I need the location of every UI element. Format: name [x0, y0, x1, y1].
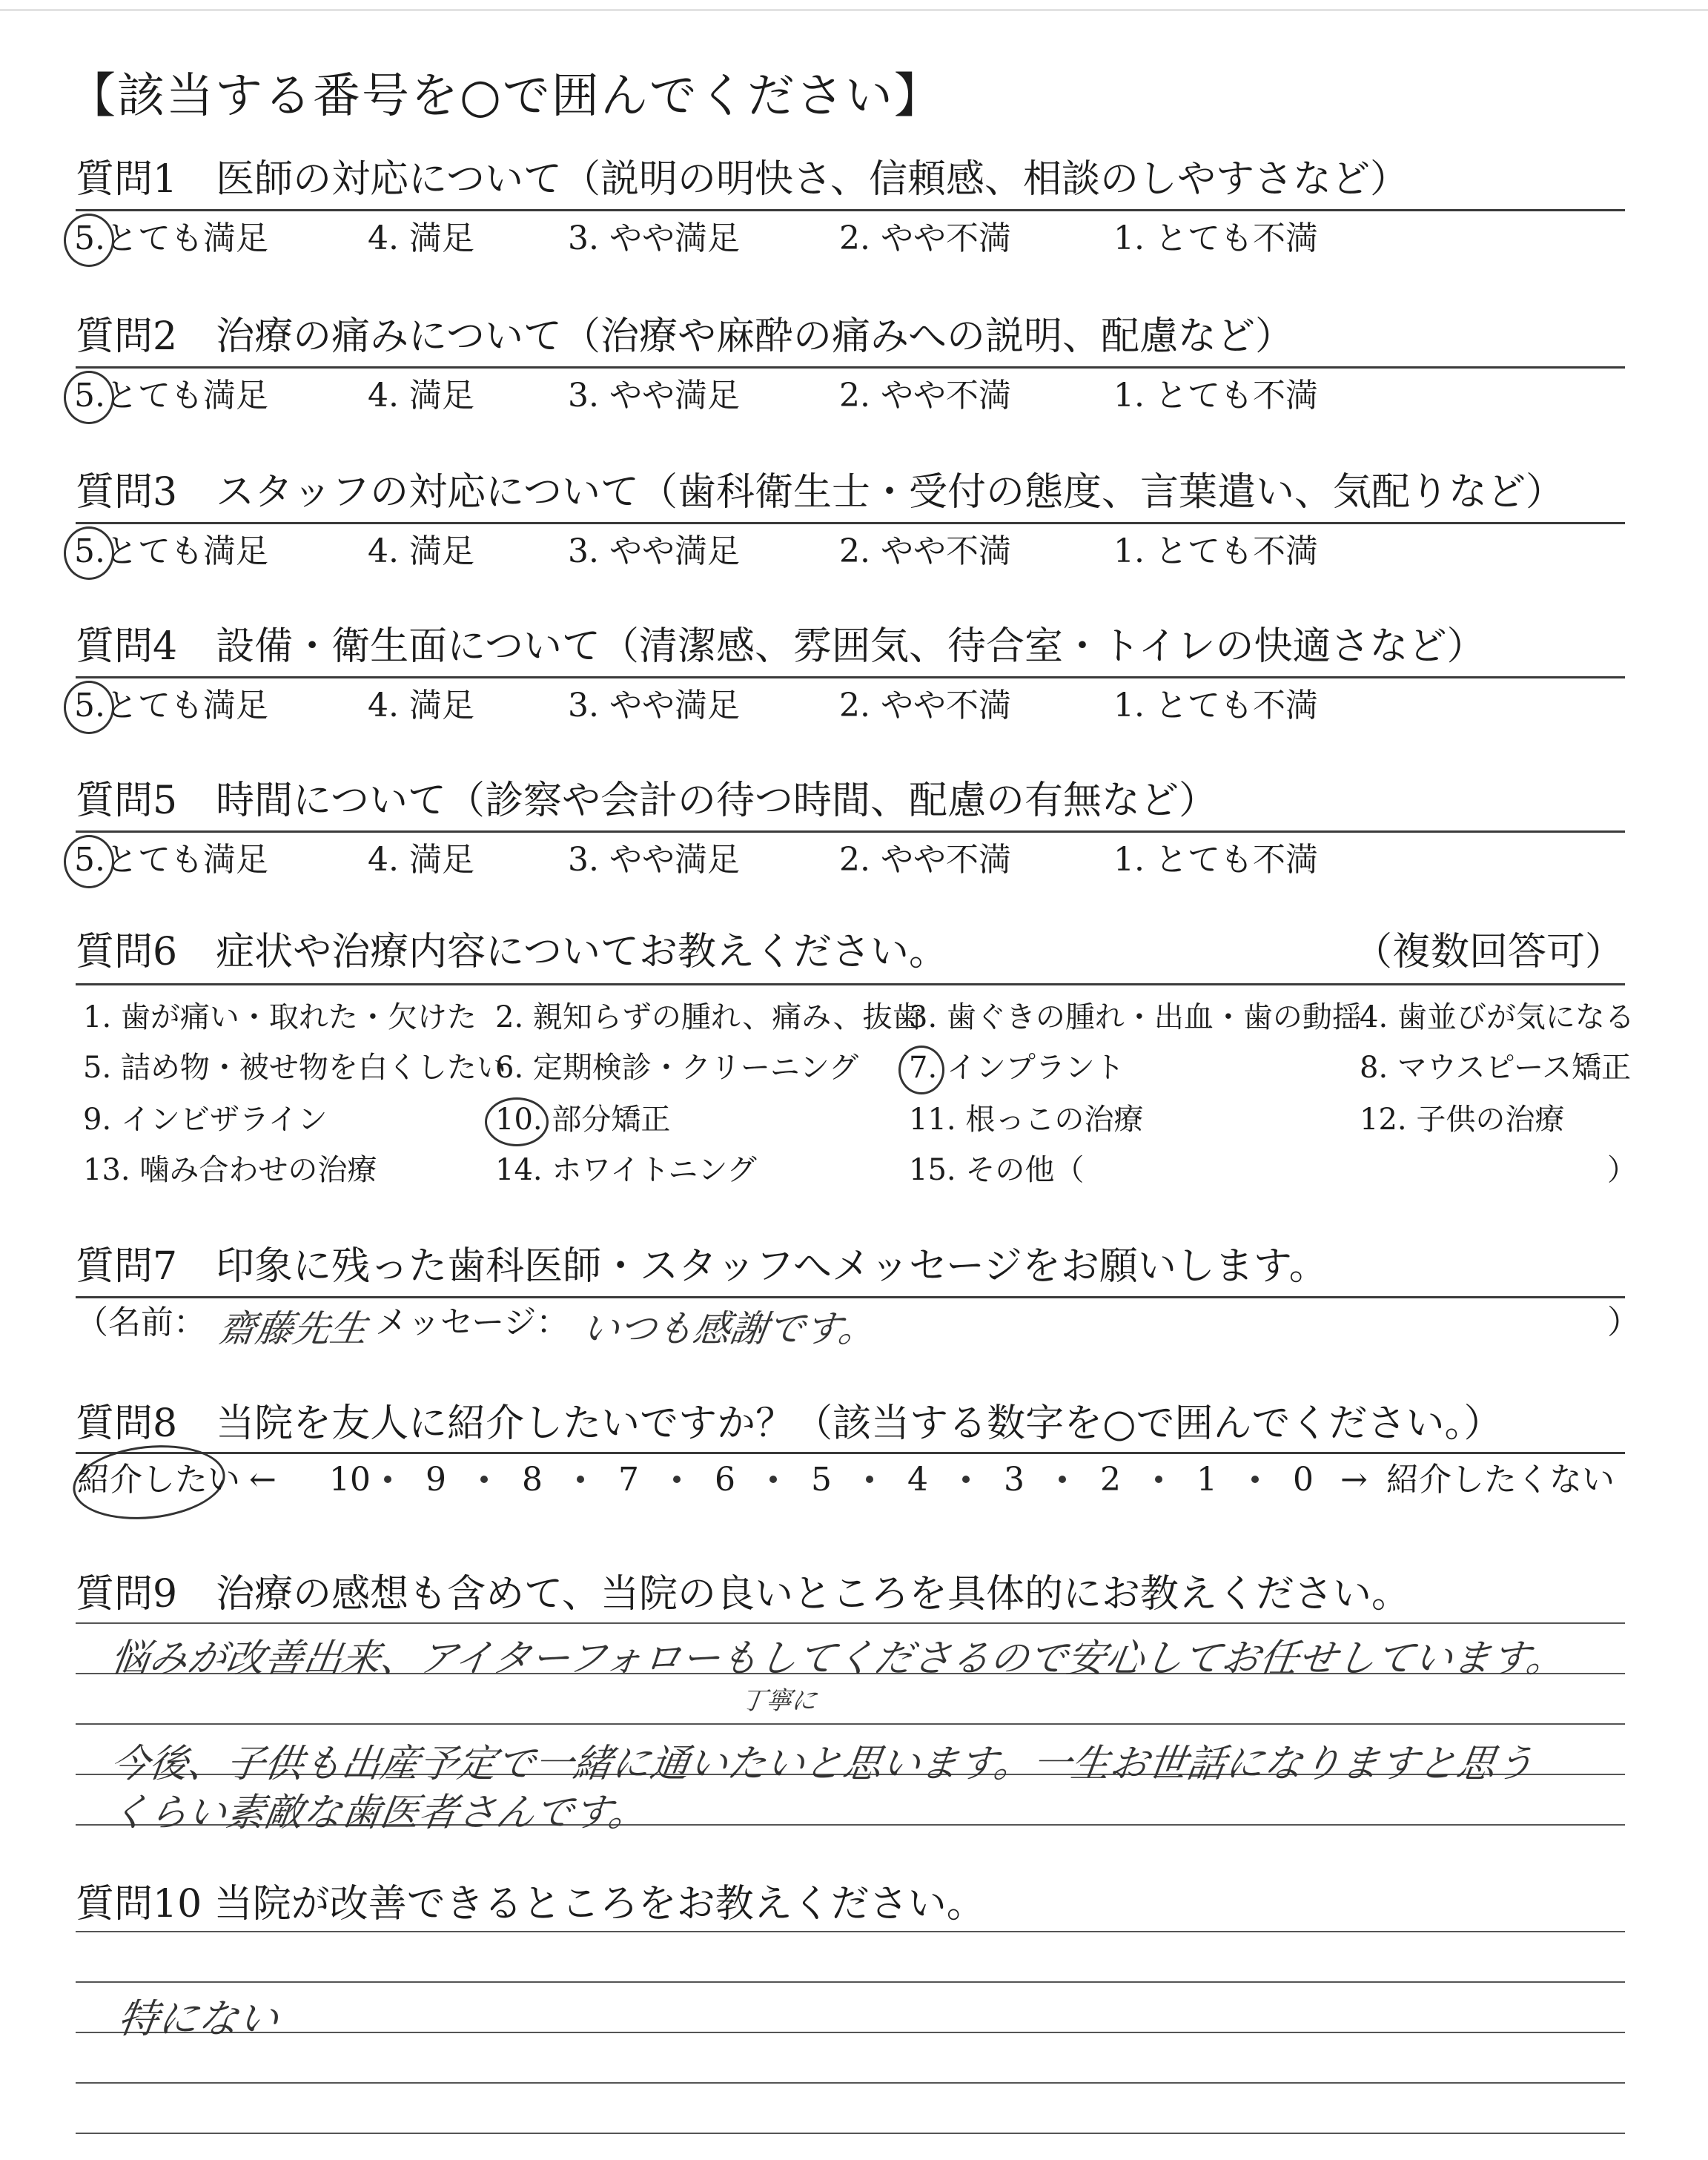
q1-selection-circle	[64, 214, 114, 267]
q6-option-7[interactable]: 7. インプラント	[909, 1051, 1125, 1085]
q8-scale-1[interactable]: 1	[1196, 1461, 1217, 1499]
q2-option-3[interactable]: 3. やや満足	[568, 377, 740, 415]
q8-scale-9[interactable]: 9	[426, 1461, 446, 1499]
q2-option-4[interactable]: 4. 満足	[368, 377, 474, 415]
q3-rule	[76, 522, 1625, 524]
q6-title: 質問6 症状や治療内容についてお教えください。	[76, 930, 948, 974]
q8-scale-2[interactable]: 2	[1100, 1461, 1121, 1499]
q4-selection-circle	[64, 681, 114, 734]
q8-left-label[interactable]: 紹介したい	[77, 1461, 240, 1499]
q1-title: 質問1 医師の対応について（説明の明快さ、信頼感、相談のしやすさなど）	[76, 157, 1409, 202]
q6-option-2[interactable]: 2. 親知らずの腫れ、痛み、抜歯	[495, 1000, 922, 1034]
q8-title: 質問8 当院を友人に紹介したいですか？（該当する数字を○で囲んでください。）	[76, 1401, 1503, 1446]
q4-title: 質問4 設備・衛生面について（清潔感、雰囲気、待合室・トイレの快適さなど）	[76, 624, 1486, 669]
q7-close-paren: ）	[1607, 1304, 1640, 1341]
q10-line-1	[76, 1931, 1625, 1932]
q10-line-4	[76, 2082, 1625, 2084]
q2-option-1[interactable]: 1. とても不満	[1113, 377, 1318, 415]
q1-option-3[interactable]: 3. やや満足	[568, 219, 740, 257]
q6-note: （複数回答可）	[1354, 930, 1624, 974]
q4-option-5[interactable]: 5.とても満足	[74, 687, 268, 724]
q8-scale-8[interactable]: 8	[522, 1461, 543, 1499]
q6-selection-circle-10	[485, 1097, 549, 1146]
q4-rule	[76, 676, 1625, 678]
q6-other-close: ）	[1607, 1153, 1637, 1187]
q5-option-4[interactable]: 4. 満足	[368, 841, 474, 879]
q8-scale-separator	[1251, 1476, 1259, 1483]
q6-rule	[76, 983, 1625, 985]
q3-selection-circle	[64, 526, 114, 580]
q3-title: 質問3 スタッフの対応について（歯科衛生士・受付の態度、言葉遣い、気配りなど）	[76, 470, 1565, 515]
q2-option-2[interactable]: 2. やや不満	[839, 377, 1011, 415]
q6-option-3[interactable]: 3. 歯ぐきの腫れ・出血・歯の動揺	[909, 1000, 1362, 1034]
q6-option-5[interactable]: 5. 詰め物・被せ物を白くしたい	[83, 1051, 506, 1085]
q6-option-12[interactable]: 12. 子供の治療	[1360, 1103, 1565, 1137]
q6-option-10[interactable]: 10. 部分矯正	[495, 1103, 671, 1137]
q9-line-1	[76, 1622, 1625, 1624]
q4-option-3[interactable]: 3. やや満足	[568, 687, 740, 724]
q8-scale-separator	[673, 1476, 681, 1483]
q1-option-4[interactable]: 4. 満足	[368, 219, 474, 257]
q8-right-label[interactable]: 紹介したくない	[1386, 1461, 1615, 1499]
q6-selection-circle-7	[898, 1046, 944, 1094]
q8-scale-5[interactable]: 5	[811, 1461, 832, 1499]
q5-option-5[interactable]: 5.とても満足	[74, 841, 268, 879]
q6-option-14[interactable]: 14. ホワイトニング	[495, 1153, 757, 1187]
q6-option-6[interactable]: 6. 定期検診・クリーニング	[495, 1051, 859, 1085]
q7-title: 質問7 印象に残った歯科医師・スタッフへメッセージをお願いします。	[76, 1244, 1328, 1289]
q3-option-3[interactable]: 3. やや満足	[568, 532, 740, 570]
q4-option-2[interactable]: 2. やや不満	[839, 687, 1011, 724]
q6-option-11[interactable]: 11. 根っこの治療	[909, 1103, 1144, 1137]
q8-scale-0[interactable]: 0	[1293, 1461, 1314, 1499]
q5-rule	[76, 830, 1625, 833]
q8-scale-separator	[480, 1476, 488, 1483]
q5-option-2[interactable]: 2. やや不満	[839, 841, 1011, 879]
q7-rule	[76, 1296, 1625, 1298]
q1-option-2[interactable]: 2. やや不満	[839, 219, 1011, 257]
q8-scale-separator	[384, 1476, 391, 1483]
q6-option-13[interactable]: 13. 噛み合わせの治療	[83, 1153, 377, 1187]
q7-message-value[interactable]: いつも感謝です。	[579, 1307, 879, 1350]
q1-option-1[interactable]: 1. とても不満	[1113, 219, 1318, 257]
q8-scale-3[interactable]: 3	[1004, 1461, 1025, 1499]
q2-rule	[76, 366, 1625, 369]
q8-scale-7[interactable]: 7	[618, 1461, 639, 1499]
q10-answer[interactable]: 特にない	[115, 1995, 282, 2042]
q8-rule	[76, 1452, 1625, 1454]
q8-scale-separator	[1155, 1476, 1162, 1483]
q8-scale-10[interactable]: 10	[329, 1461, 371, 1499]
q4-option-1[interactable]: 1. とても不満	[1113, 687, 1318, 724]
q9-answer-line-2[interactable]: 今後、子供も出産予定で一緒に通いたいと思います。一生お世話になりますと思う	[107, 1742, 1537, 1786]
q1-option-5[interactable]: 5.とても満足	[74, 219, 268, 257]
q5-option-3[interactable]: 3. やや満足	[568, 841, 740, 879]
q8-arrow-left: ←	[249, 1461, 277, 1499]
q2-title: 質問2 治療の痛みについて（治療や麻酔の痛みへの説明、配慮など）	[76, 314, 1294, 359]
q1-rule	[76, 209, 1625, 211]
q7-message-label: メッセージ：	[375, 1304, 569, 1341]
q10-line-2	[76, 1981, 1625, 1983]
q5-title: 質問5 時間について（診察や会計の待つ時間、配慮の有無など）	[76, 779, 1218, 823]
q8-scale-6[interactable]: 6	[715, 1461, 735, 1499]
q3-option-2[interactable]: 2. やや不満	[839, 532, 1011, 570]
q10-line-5	[76, 2133, 1625, 2134]
q2-option-5[interactable]: 5.とても満足	[74, 377, 268, 415]
q6-option-1[interactable]: 1. 歯が痛い・取れた・欠けた	[83, 1000, 477, 1034]
q8-scale-separator	[577, 1476, 584, 1483]
q6-option-8[interactable]: 8. マウスピース矯正	[1360, 1051, 1632, 1085]
q6-option-4[interactable]: 4. 歯並びが気になる	[1360, 1000, 1635, 1034]
q8-scale-separator	[962, 1476, 970, 1483]
q9-title: 質問9 治療の感想も含めて、当院の良いところを具体的にお教えください。	[76, 1572, 1411, 1616]
q9-answer-line-3[interactable]: くらい素敵な歯医者さんです。	[107, 1791, 651, 1835]
q7-name-value[interactable]: 齋藤先生	[216, 1307, 371, 1350]
q7-name-label: （名前：	[76, 1304, 206, 1341]
q6-option-9[interactable]: 9. インビザライン	[83, 1103, 328, 1137]
q3-option-1[interactable]: 1. とても不満	[1113, 532, 1318, 570]
q2-selection-circle	[64, 371, 114, 424]
q9-answer-line-1[interactable]: 悩みが改善出来、アイターフォローもしてくださるので安心してお任せしています。	[107, 1636, 1569, 1681]
q8-scale-separator	[866, 1476, 873, 1483]
q8-scale-4[interactable]: 4	[907, 1461, 928, 1499]
page-heading: 【該当する番号を○で囲んでください】	[68, 69, 943, 124]
q3-option-5[interactable]: 5.とても満足	[74, 532, 268, 570]
q10-title: 質問10 当院が改善できるところをお教えください。	[76, 1882, 985, 1926]
q6-option-15[interactable]: 15. その他（	[909, 1153, 1085, 1187]
q5-selection-circle	[64, 835, 114, 888]
q5-option-1[interactable]: 1. とても不満	[1113, 841, 1318, 879]
q8-arrow-right: →	[1340, 1461, 1368, 1499]
q8-scale-separator	[769, 1476, 777, 1483]
q10-line-3	[76, 2032, 1625, 2033]
q8-scale-separator	[1059, 1476, 1066, 1483]
q4-option-4[interactable]: 4. 満足	[368, 687, 474, 724]
q3-option-4[interactable]: 4. 満足	[368, 532, 474, 570]
q9-answer-insert[interactable]: 丁寧に	[738, 1686, 819, 1716]
page-top-edge	[0, 9, 1708, 11]
q9-line-3	[76, 1723, 1625, 1725]
